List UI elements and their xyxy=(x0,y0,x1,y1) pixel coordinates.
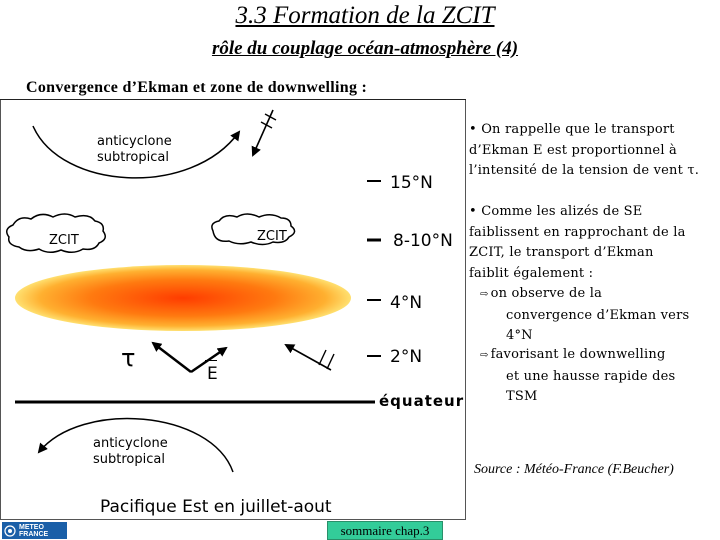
meteo-france-logo: METEO FRANCE xyxy=(2,522,67,539)
bullet-convergence: ⇨ on observe de la convergence d’Ekman vers 4°N xyxy=(480,286,690,343)
source-credit: Source : Météo-France (F.Beucher) xyxy=(474,462,674,477)
anticyclone-top-label: anticyclone subtropical xyxy=(97,134,172,165)
arrow-right-icon: ⇨ xyxy=(480,350,489,361)
tau-label: τ xyxy=(121,344,136,372)
zcit-right-label: ZCIT xyxy=(257,229,287,244)
lat-2-label: 2°N xyxy=(390,347,423,367)
paragraph-ekman: • On rappelle que le transport d’Ekman E est proportionnel à l’intensité de la tension de vent τ. xyxy=(469,122,700,178)
equator-label: équateur xyxy=(379,392,465,410)
page-title: 3.3 Formation de la ZCIT xyxy=(235,2,495,29)
logo-emblem-icon xyxy=(4,525,16,537)
ekman-label: E xyxy=(207,364,218,384)
warm-pool-ellipse xyxy=(15,265,351,331)
lat-8-10-label: 8-10°N xyxy=(393,231,453,251)
bullet-downwelling: ⇨ favorisant le downwelling et une hausse rapide des TSM xyxy=(480,347,676,404)
lat-15-label: 15°N xyxy=(390,173,433,193)
ekman-diagram xyxy=(0,100,466,520)
lat-4-label: 4°N xyxy=(390,293,423,313)
zcit-left-label: ZCIT xyxy=(49,233,79,248)
diagram-caption: Pacifique Est en juillet-aout xyxy=(100,497,332,517)
section-heading: Convergence d’Ekman et zone de downwelling : xyxy=(26,79,368,96)
ekman-vector-bar xyxy=(205,360,217,361)
stress-vectors xyxy=(153,343,334,372)
paragraph-alizes: • Comme les alizés de SE faiblissent en rapprochant de la ZCIT, le transport d’Ekman faiblit également : xyxy=(469,204,686,281)
arrow-right-icon: ⇨ xyxy=(480,289,489,300)
top-wind-barb xyxy=(253,110,276,155)
page-subtitle: rôle du couplage océan-atmosphère (4) xyxy=(211,38,519,59)
summary-chapter-button[interactable]: sommaire chap.3 xyxy=(327,521,443,540)
anticyclone-bottom-label: anticyclone subtropical xyxy=(93,436,168,467)
